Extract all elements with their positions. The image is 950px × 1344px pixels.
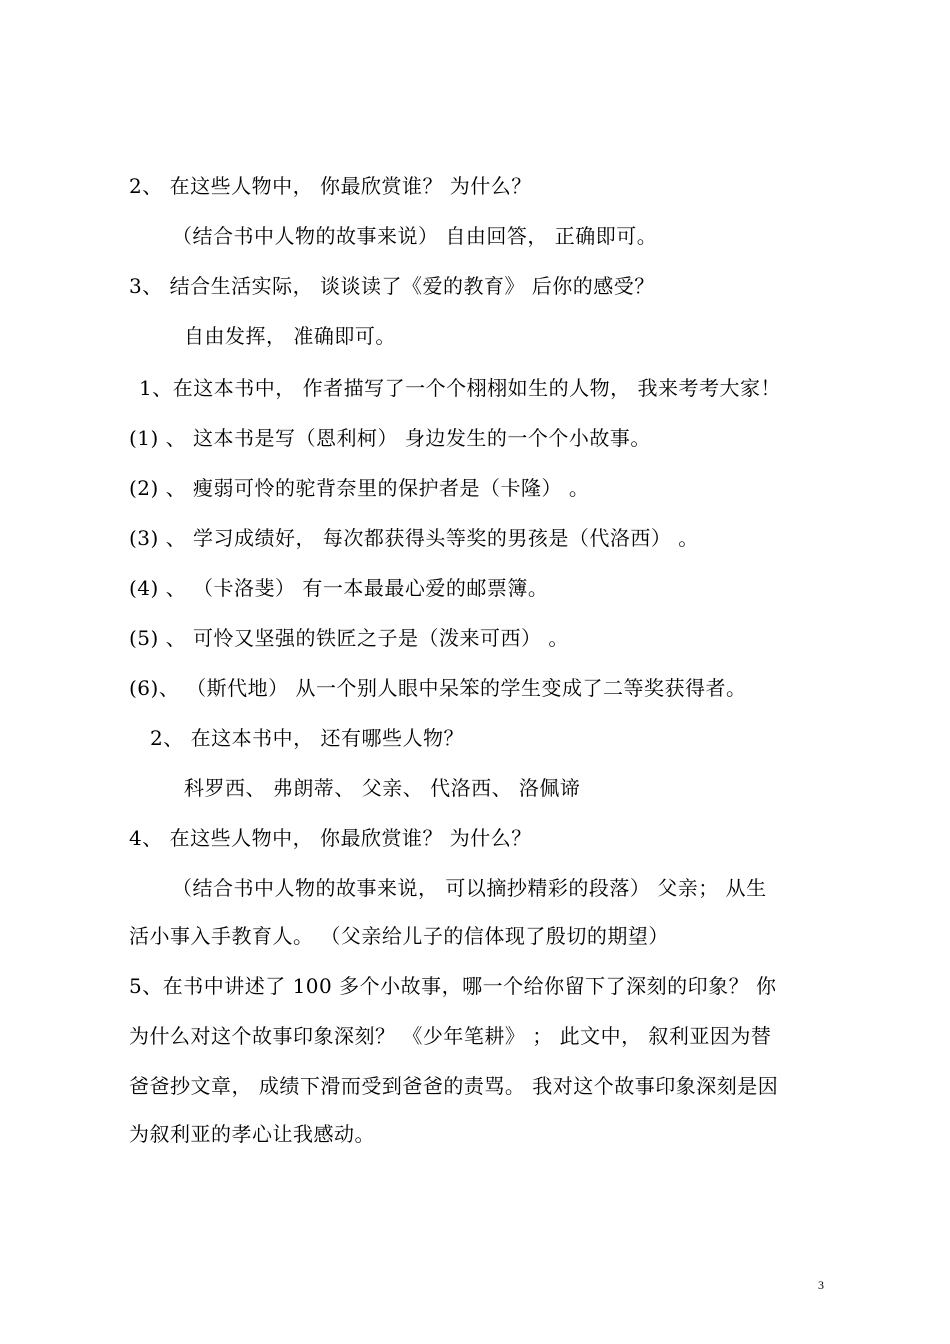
question-4-line: 4、 在这些人物中， 你最欣赏谁？ 为什么？ [129, 826, 532, 850]
quiz-item-4: (4) 、 （卡洛斐） 有一本最最心爱的邮票簿。 [129, 576, 549, 600]
page-number: 3 [818, 1278, 824, 1292]
quiz-item-6: (6)、 （斯代地） 从一个别人眼中呆笨的学生变成了二等奖获得者。 [129, 676, 747, 700]
question-5-line-3: 爸爸抄文章， 成绩下滑而受到爸爸的责骂。 我对这个故事印象深刻是因 [129, 1074, 779, 1098]
quiz-item-1: (1) 、 这本书是写（恩利柯） 身边发生的一个个小故事。 [129, 426, 651, 450]
answer-3-line: 自由发挥， 准确即可。 [184, 324, 396, 348]
quiz-item-3: (3) 、 学习成绩好， 每次都获得头等奖的男孩是（代洛西） 。 [129, 526, 699, 550]
answer-4-line-1: （结合书中人物的故事来说， 可以摘抄精彩的段落） 父亲； 从生 [172, 876, 767, 900]
question-5-line-1: 5、在书中讲述了 100 多个小故事，哪一个给你留下了深刻的印象？ 你 [129, 974, 777, 998]
question-3-line: 3、 结合生活实际， 谈谈读了《爱的教育》 后你的感受？ [129, 274, 655, 298]
characters-list: 科罗西、 弗朗蒂、 父亲、 代洛西、 洛佩谛 [184, 776, 581, 800]
quiz-item-5: (5) 、 可怜又坚强的铁匠之子是（泼来可西） 。 [129, 626, 569, 650]
answer-4-line-2: 活小事入手教育人。 （父亲给儿子的信体现了殷切的期望） [129, 924, 669, 948]
section-2-heading: 2、 在这本书中， 还有哪些人物？ [150, 726, 464, 750]
question-2-line: 2、 在这些人物中， 你最欣赏谁？ 为什么？ [129, 174, 532, 198]
quiz-item-2: (2) 、 瘦弱可怜的驼背奈里的保护者是（卡隆） 。 [129, 476, 590, 500]
question-5-line-2: 为什么对这个故事印象深刻？ 《少年笔耕》 ； 此文中， 叙利亚因为替 [129, 1024, 772, 1048]
question-5-line-4: 为叙利亚的孝心让我感动。 [129, 1122, 375, 1146]
section-1-heading: 1、在这本书中， 作者描写了一个个栩栩如生的人物， 我来考考大家！ [139, 376, 781, 400]
answer-2-line: （结合书中人物的故事来说） 自由回答， 正确即可。 [172, 224, 658, 248]
